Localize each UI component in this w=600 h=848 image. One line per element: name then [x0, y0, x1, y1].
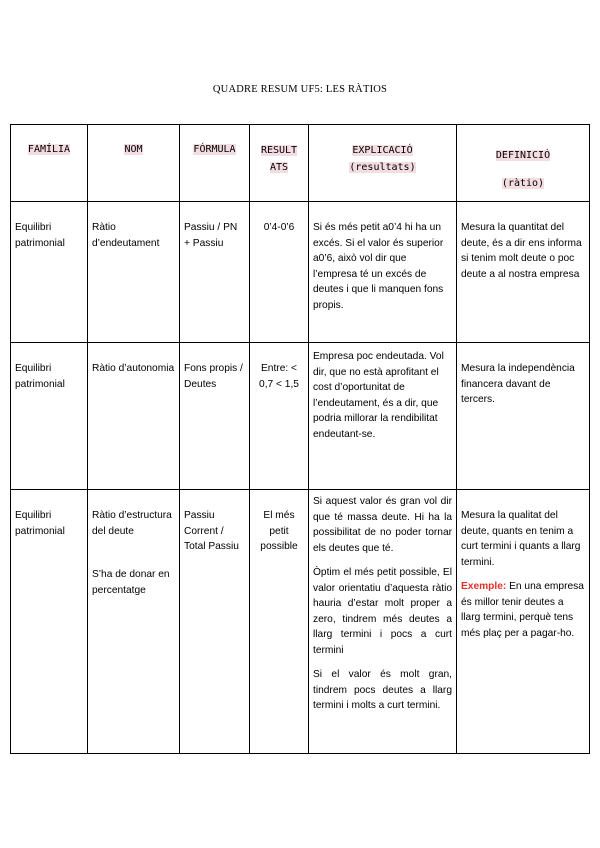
nom-text: Ràtio d’estructura del deute	[92, 510, 172, 537]
cell-definicio	[457, 490, 590, 754]
ratios-table	[10, 124, 590, 754]
explicacio-paragraph: Si el valor és molt gran, tindrem pocs deutes a llarg termini i molts a curt termini.	[313, 669, 452, 711]
nom-note: S’ha de donar en percentatge	[92, 569, 170, 596]
col-header-familia: FAMÍLIA	[11, 125, 88, 202]
cell-formula: Passiu Corrent / Total Passiu	[180, 490, 250, 754]
cell-resultats: El més petit possible	[250, 490, 309, 754]
cell-formula: Fons propis / Deutes	[180, 343, 250, 490]
col-header-resultats: RESULT ATS	[250, 125, 309, 202]
cell-familia: Equilibri patrimonial	[11, 343, 88, 490]
cell-familia: Equilibri patrimonial	[11, 202, 88, 343]
cell-nom: Ràtio d’endeutament	[88, 202, 180, 343]
example-label: Exemple:	[461, 581, 507, 592]
cell-definicio: Mesura la independència financera davant de tercers.	[457, 343, 590, 490]
table-row	[11, 490, 590, 754]
header-row	[11, 125, 590, 202]
col-header-definicio: DEFINICIÓ (ràtio)	[457, 125, 590, 202]
definicio-paragraph: Mesura la qualitat del deute, quants en tenim a curt termini i quants a llarg termini.	[461, 510, 581, 568]
cell-formula: Passiu / PN + Passiu	[180, 202, 250, 343]
page-title: QUADRE RESUM UF5: LES RÀTIOS	[212, 84, 388, 95]
cell-nom	[88, 490, 180, 754]
cell-resultats: Entre: < 0,7 < 1,5	[250, 343, 309, 490]
explicacio-paragraph: Òptim el més petit possible, El valor orientatiu d’aquesta ràtio hauria d’estar molt proper a zero, tindrem més deutes a llarg termini i pocs a curt termini	[313, 567, 452, 656]
cell-explicacio: Empresa poc endeutada. Vol dir, que no està aprofitant el cost d’oportunitat de l’endeutament, és a dir, que podria millorar la rendibilitat endeutant-se.	[309, 343, 457, 490]
explicacio-paragraph: Si aquest valor és gran vol dir que té massa deute. Hi ha la possibilitat de no poder tornar els deutes que té.	[313, 496, 452, 554]
cell-definicio: Mesura la quantitat del deute, és a dir ens informa si tenim molt deute o poc deute a al nostra empresa	[457, 202, 590, 343]
cell-explicacio: Si és més petit a0’4 hi ha un excés. Si el valor és superior a0’6, això vol dir que l’empresa té un excés de deutes i que li manquen fons propis.	[309, 202, 457, 343]
example-paragraph	[461, 579, 585, 641]
col-header-formula: FÓRMULA	[180, 125, 250, 202]
cell-resultats: 0’4-0’6	[250, 202, 309, 343]
table-row	[11, 343, 590, 490]
example-text: En una empresa és millor tenir deutes a llarg termini, perquè tens més plaç per a pagar-ho.	[461, 581, 584, 639]
cell-nom: Ràtio d’autonomia	[88, 343, 180, 490]
col-header-explicacio: EXPLICACIÓ (resultats)	[309, 125, 457, 202]
col-header-nom: NOM	[88, 125, 180, 202]
table-row	[11, 202, 590, 343]
cell-familia: Equilibri patrimonial	[11, 490, 88, 754]
cell-explicacio	[309, 490, 457, 754]
